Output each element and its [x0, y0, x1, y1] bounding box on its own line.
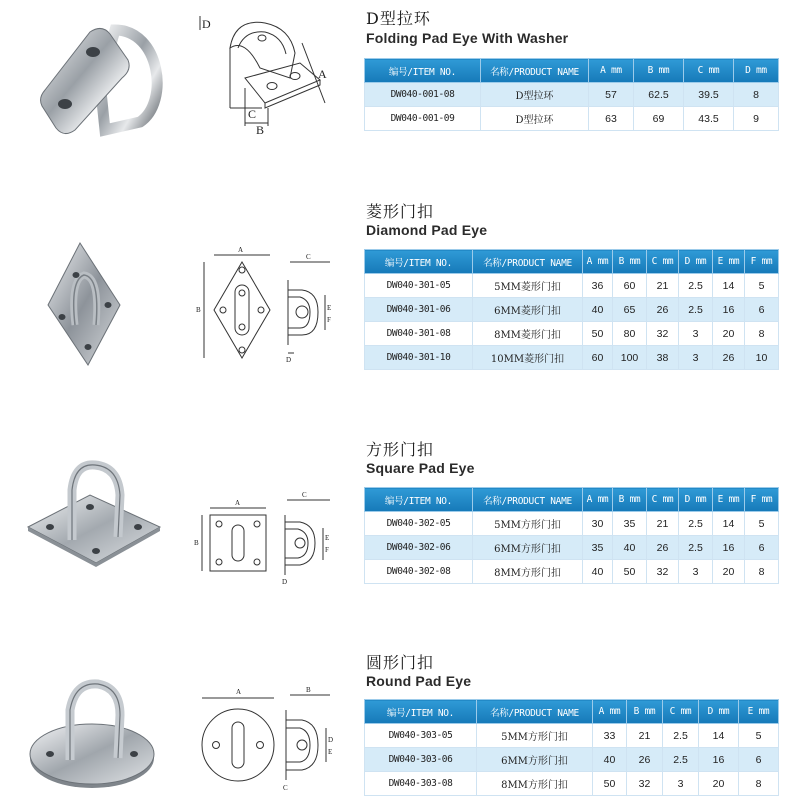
section-title-en: Folding Pad Eye With Washer [366, 30, 569, 46]
header-b: B mm [613, 250, 647, 274]
spec-table [364, 249, 779, 370]
section-title-en: Round Pad Eye [366, 673, 472, 689]
cell-b: 80 [613, 322, 647, 346]
drawing-label-e: E [328, 748, 333, 756]
cell-product-name: D型拉环 [481, 83, 589, 107]
cell-d: 14 [699, 724, 739, 748]
cell-a: 63 [589, 107, 634, 131]
header-b: B mm [613, 488, 647, 512]
cell-item-no: DW040-301-10 [365, 346, 473, 370]
header-e: E mm [713, 488, 745, 512]
cell-e: 8 [739, 772, 779, 796]
cell-d: 3 [679, 346, 713, 370]
folding-pad-eye-drawing [190, 8, 355, 158]
cell-e: 20 [713, 322, 745, 346]
header-c: C mm [684, 59, 734, 83]
header-c: C mm [647, 250, 679, 274]
header-item-no: 编号/ITEM NO. [365, 488, 473, 512]
header-product-name: 名称/PRODUCT NAME [473, 488, 583, 512]
cell-product-name: 5MM方形门扣 [477, 724, 593, 748]
cell-a: 40 [583, 560, 613, 584]
header-a: A mm [589, 59, 634, 83]
table-row [365, 748, 779, 772]
header-product-name: 名称/PRODUCT NAME [481, 59, 589, 83]
cell-e: 16 [713, 298, 745, 322]
cell-c: 32 [647, 560, 679, 584]
cell-e: 14 [713, 512, 745, 536]
cell-a: 35 [583, 536, 613, 560]
section-title-en: Square Pad Eye [366, 460, 475, 476]
cell-a: 33 [593, 724, 627, 748]
header-a: A mm [583, 488, 613, 512]
cell-d: 2.5 [679, 536, 713, 560]
table-row [365, 322, 779, 346]
cell-d: 2.5 [679, 298, 713, 322]
drawing-label-b: B [194, 539, 199, 547]
cell-a: 40 [593, 748, 627, 772]
table-row [365, 274, 779, 298]
header-f: F mm [745, 250, 779, 274]
table-header-row [365, 59, 779, 83]
drawing-label-e: E [325, 534, 330, 542]
section-title-cn: 圆形门扣 [366, 653, 435, 672]
cell-f: 6 [745, 536, 779, 560]
cell-b: 100 [613, 346, 647, 370]
drawing-label-d: D [202, 17, 211, 31]
section-title-en: Diamond Pad Eye [366, 222, 488, 238]
cell-a: 50 [593, 772, 627, 796]
section-title-cn: 菱形门扣 [366, 202, 435, 221]
header-d: D mm [679, 488, 713, 512]
drawing-label-b: B [256, 123, 265, 137]
drawing-label-b: B [306, 686, 311, 694]
cell-product-name: 8MM方形门扣 [473, 560, 583, 584]
cell-item-no: DW040-001-09 [365, 107, 481, 131]
drawing-label-d: D [282, 578, 288, 586]
header-a: A mm [593, 700, 627, 724]
cell-c: 38 [647, 346, 679, 370]
cell-a: 36 [583, 274, 613, 298]
spec-table [364, 58, 779, 131]
cell-d: 2.5 [679, 274, 713, 298]
drawing-label-c: C [283, 784, 288, 792]
header-d: D mm [699, 700, 739, 724]
cell-b: 35 [613, 512, 647, 536]
cell-b: 50 [613, 560, 647, 584]
drawing-label-d: D [286, 356, 292, 364]
table-row [365, 83, 779, 107]
cell-c: 21 [647, 512, 679, 536]
cell-product-name: 8MM方形门扣 [477, 772, 593, 796]
cell-a: 30 [583, 512, 613, 536]
cell-b: 26 [627, 748, 663, 772]
cell-product-name: 5MM菱形门扣 [473, 274, 583, 298]
drawing-label-a: A [236, 688, 242, 696]
header-f: F mm [745, 488, 779, 512]
cell-product-name: 6MM方形门扣 [477, 748, 593, 772]
header-product-name: 名称/PRODUCT NAME [477, 700, 593, 724]
cell-c: 43.5 [684, 107, 734, 131]
drawing-label-a: A [235, 499, 241, 507]
drawing-label-e: E [327, 304, 332, 312]
drawing-label-c: C [306, 253, 311, 261]
table-header-row [365, 488, 779, 512]
cell-product-name: 10MM菱形门扣 [473, 346, 583, 370]
section-title-cn: 方形门扣 [366, 440, 435, 459]
cell-item-no: DW040-301-05 [365, 274, 473, 298]
cell-product-name: 6MM菱形门扣 [473, 298, 583, 322]
table-row [365, 560, 779, 584]
folding-pad-eye-photo [20, 12, 170, 162]
cell-item-no: DW040-303-08 [365, 772, 477, 796]
cell-b: 32 [627, 772, 663, 796]
drawing-label-d: D [328, 736, 334, 744]
header-item-no: 编号/ITEM NO. [365, 250, 473, 274]
header-product-name: 名称/PRODUCT NAME [473, 250, 583, 274]
cell-d: 3 [679, 322, 713, 346]
cell-f: 8 [745, 322, 779, 346]
cell-f: 8 [745, 560, 779, 584]
header-e: E mm [739, 700, 779, 724]
cell-a: 57 [589, 83, 634, 107]
header-item-no: 编号/ITEM NO. [365, 59, 481, 83]
header-e: E mm [713, 250, 745, 274]
spec-table [364, 487, 779, 584]
cell-c: 26 [647, 536, 679, 560]
cell-product-name: 5MM方形门扣 [473, 512, 583, 536]
cell-item-no: DW040-302-06 [365, 536, 473, 560]
header-c: C mm [647, 488, 679, 512]
cell-d: 8 [734, 83, 779, 107]
table-row [365, 298, 779, 322]
cell-b: 62.5 [634, 83, 684, 107]
drawing-label-f: F [327, 316, 331, 324]
cell-e: 6 [739, 748, 779, 772]
cell-f: 10 [745, 346, 779, 370]
header-a: A mm [583, 250, 613, 274]
table-row [365, 512, 779, 536]
cell-f: 5 [745, 274, 779, 298]
drawing-label-f: F [325, 546, 329, 554]
drawing-label-a: A [238, 246, 244, 254]
header-c: C mm [663, 700, 699, 724]
table-row [365, 107, 779, 131]
cell-c: 2.5 [663, 724, 699, 748]
cell-c: 26 [647, 298, 679, 322]
drawing-label-c: C [248, 107, 257, 121]
round-pad-eye-drawing [190, 670, 355, 812]
table-header-row [365, 700, 779, 724]
cell-item-no: DW040-302-08 [365, 560, 473, 584]
table-row [365, 724, 779, 748]
cell-a: 40 [583, 298, 613, 322]
cell-c: 32 [647, 322, 679, 346]
cell-item-no: DW040-302-05 [365, 512, 473, 536]
spec-table [364, 699, 779, 796]
cell-b: 60 [613, 274, 647, 298]
cell-f: 6 [745, 298, 779, 322]
square-pad-eye-photo [20, 455, 170, 605]
cell-product-name: 6MM方形门扣 [473, 536, 583, 560]
drawing-label-b: B [196, 306, 201, 314]
cell-c: 39.5 [684, 83, 734, 107]
round-pad-eye-photo [20, 660, 170, 810]
cell-f: 5 [745, 512, 779, 536]
cell-a: 60 [583, 346, 613, 370]
cell-d: 20 [699, 772, 739, 796]
cell-e: 26 [713, 346, 745, 370]
cell-c: 2.5 [663, 748, 699, 772]
section-title-cn: D型拉环 [366, 9, 431, 28]
cell-product-name: 8MM菱形门扣 [473, 322, 583, 346]
cell-item-no: DW040-303-05 [365, 724, 477, 748]
cell-a: 50 [583, 322, 613, 346]
header-item-no: 编号/ITEM NO. [365, 700, 477, 724]
diamond-pad-eye-photo [20, 225, 170, 375]
cell-b: 40 [613, 536, 647, 560]
diamond-pad-eye-drawing [190, 240, 355, 390]
cell-b: 65 [613, 298, 647, 322]
header-d: D mm [679, 250, 713, 274]
cell-d: 2.5 [679, 512, 713, 536]
cell-d: 3 [679, 560, 713, 584]
table-header-row [365, 250, 779, 274]
table-row [365, 536, 779, 560]
header-b: B mm [634, 59, 684, 83]
cell-product-name: D型拉环 [481, 107, 589, 131]
header-b: B mm [627, 700, 663, 724]
cell-d: 16 [699, 748, 739, 772]
cell-d: 9 [734, 107, 779, 131]
cell-e: 14 [713, 274, 745, 298]
table-row [365, 772, 779, 796]
cell-c: 21 [647, 274, 679, 298]
cell-item-no: DW040-301-06 [365, 298, 473, 322]
cell-e: 20 [713, 560, 745, 584]
cell-item-no: DW040-301-08 [365, 322, 473, 346]
cell-b: 69 [634, 107, 684, 131]
cell-b: 21 [627, 724, 663, 748]
drawing-label-a: A [318, 67, 327, 81]
header-d: D mm [734, 59, 779, 83]
cell-item-no: DW040-001-08 [365, 83, 481, 107]
square-pad-eye-drawing [190, 470, 355, 620]
cell-item-no: DW040-303-06 [365, 748, 477, 772]
cell-e: 5 [739, 724, 779, 748]
cell-e: 16 [713, 536, 745, 560]
drawing-label-c: C [302, 491, 307, 499]
cell-c: 3 [663, 772, 699, 796]
table-row [365, 346, 779, 370]
